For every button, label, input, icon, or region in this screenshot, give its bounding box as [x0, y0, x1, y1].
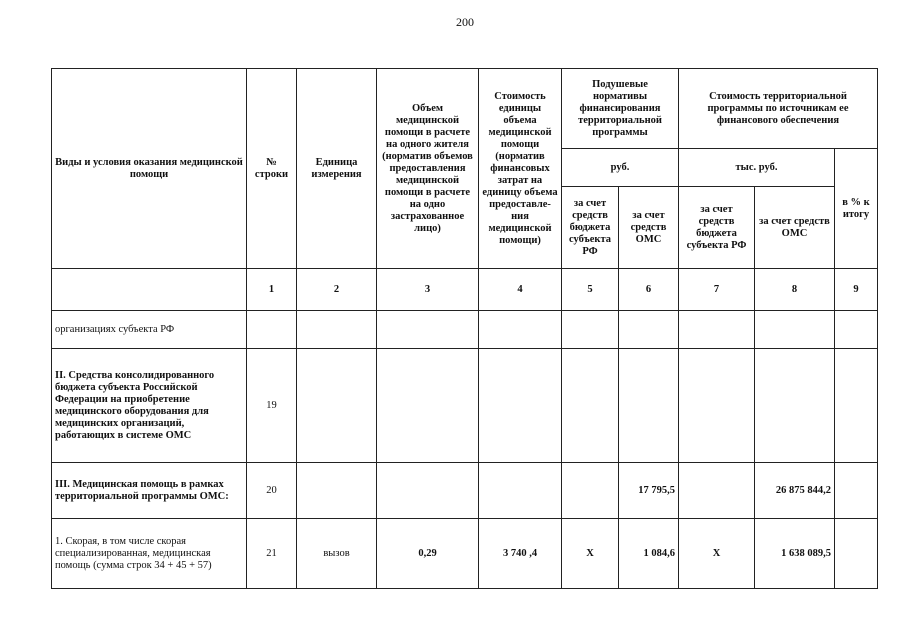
row-tp-oms: 26 875 844,2: [755, 463, 835, 519]
row-volume: [377, 311, 479, 349]
program-cost-table: [51, 68, 878, 589]
header-row-no: № строки: [247, 69, 297, 269]
row-pc-budget: [562, 463, 619, 519]
row-number: 21: [247, 519, 297, 589]
column-number: 2: [297, 269, 377, 311]
page-number: 200: [456, 15, 474, 29]
row-unit: [297, 463, 377, 519]
header-pc-oms: за счет средств ОМС: [619, 187, 679, 269]
row-pc-oms: 1 084,6: [619, 519, 679, 589]
header-rub: руб.: [562, 149, 679, 187]
row-tp-budget: [679, 311, 755, 349]
column-number: 1: [247, 269, 297, 311]
row-tp-oms: [755, 349, 835, 463]
column-number: 6: [619, 269, 679, 311]
column-number: 5: [562, 269, 619, 311]
header-thous-rub: тыс. руб.: [679, 149, 835, 187]
row-pc-oms: [619, 311, 679, 349]
row-percent: [835, 519, 878, 589]
column-number-blank: [52, 269, 247, 311]
row-tp-oms: [755, 311, 835, 349]
row-volume: 0,29: [377, 519, 479, 589]
row-tp-budget: Х: [679, 519, 755, 589]
column-numbers-row: [52, 269, 878, 311]
row-name: организациях субъекта РФ: [52, 311, 247, 349]
column-number: 3: [377, 269, 479, 311]
header-percent: в % к итогу: [835, 149, 878, 269]
row-tp-budget: [679, 463, 755, 519]
row-unit: [297, 311, 377, 349]
header-tp-oms: за счет средств ОМС: [755, 187, 835, 269]
row-cost: 3 740 ,4: [479, 519, 562, 589]
row-cost: [479, 349, 562, 463]
row-pc-oms: 17 795,5: [619, 463, 679, 519]
column-number: 7: [679, 269, 755, 311]
row-number: 20: [247, 463, 297, 519]
row-number: 19: [247, 349, 297, 463]
column-number: 9: [835, 269, 878, 311]
row-tp-oms: 1 638 089,5: [755, 519, 835, 589]
row-unit: вызов: [297, 519, 377, 589]
row-percent: [835, 463, 878, 519]
header-per-capita: Подушевые нормативы финансирования территориальной программы: [562, 69, 679, 149]
header-type: Виды и условия оказания медицинской помощи: [52, 69, 247, 269]
row-pc-budget: [562, 311, 619, 349]
row-volume: [377, 349, 479, 463]
row-pc-oms: [619, 349, 679, 463]
header-program-cost: Стоимость территориальной программы по источникам ее финансового обеспечения: [679, 69, 878, 149]
row-name: 1. Скорая, в том числе скорая специализированная, медицинская помощь (сумма строк 34 + 45 + 57): [52, 519, 247, 589]
row-name: II. Средства консолидированного бюджета субъекта Российской Федерации на приобретение медицинского оборудования для медицинских организаций, работающих в системе ОМС: [52, 349, 247, 463]
header-cost: Стоимость единицы объема медицинской помощи (норматив финансовых затрат на единицу объема предоставле-ния медицинской помощи): [479, 69, 562, 269]
row-pc-budget: Х: [562, 519, 619, 589]
row-tp-budget: [679, 349, 755, 463]
table-row: [52, 349, 878, 463]
row-unit: [297, 349, 377, 463]
row-percent: [835, 349, 878, 463]
header-tp-budget: за счет средств бюджета субъекта РФ: [679, 187, 755, 269]
row-cost: [479, 463, 562, 519]
header-volume: Объем медицинской помощи в расчете на одного жителя (норматив объемов предоставления медицинской помощи в расчете на одно застрахованное лицо): [377, 69, 479, 269]
header-unit: Единица измерения: [297, 69, 377, 269]
header-pc-budget: за счет средств бюджета субъекта РФ: [562, 187, 619, 269]
row-percent: [835, 311, 878, 349]
row-name: III. Медицинская помощь в рамках территориальной программы ОМС:: [52, 463, 247, 519]
table-row: [52, 519, 878, 589]
table-row: [52, 463, 878, 519]
table-row: [52, 311, 878, 349]
column-number: 4: [479, 269, 562, 311]
row-pc-budget: [562, 349, 619, 463]
row-volume: [377, 463, 479, 519]
row-cost: [479, 311, 562, 349]
row-number: [247, 311, 297, 349]
column-number: 8: [755, 269, 835, 311]
